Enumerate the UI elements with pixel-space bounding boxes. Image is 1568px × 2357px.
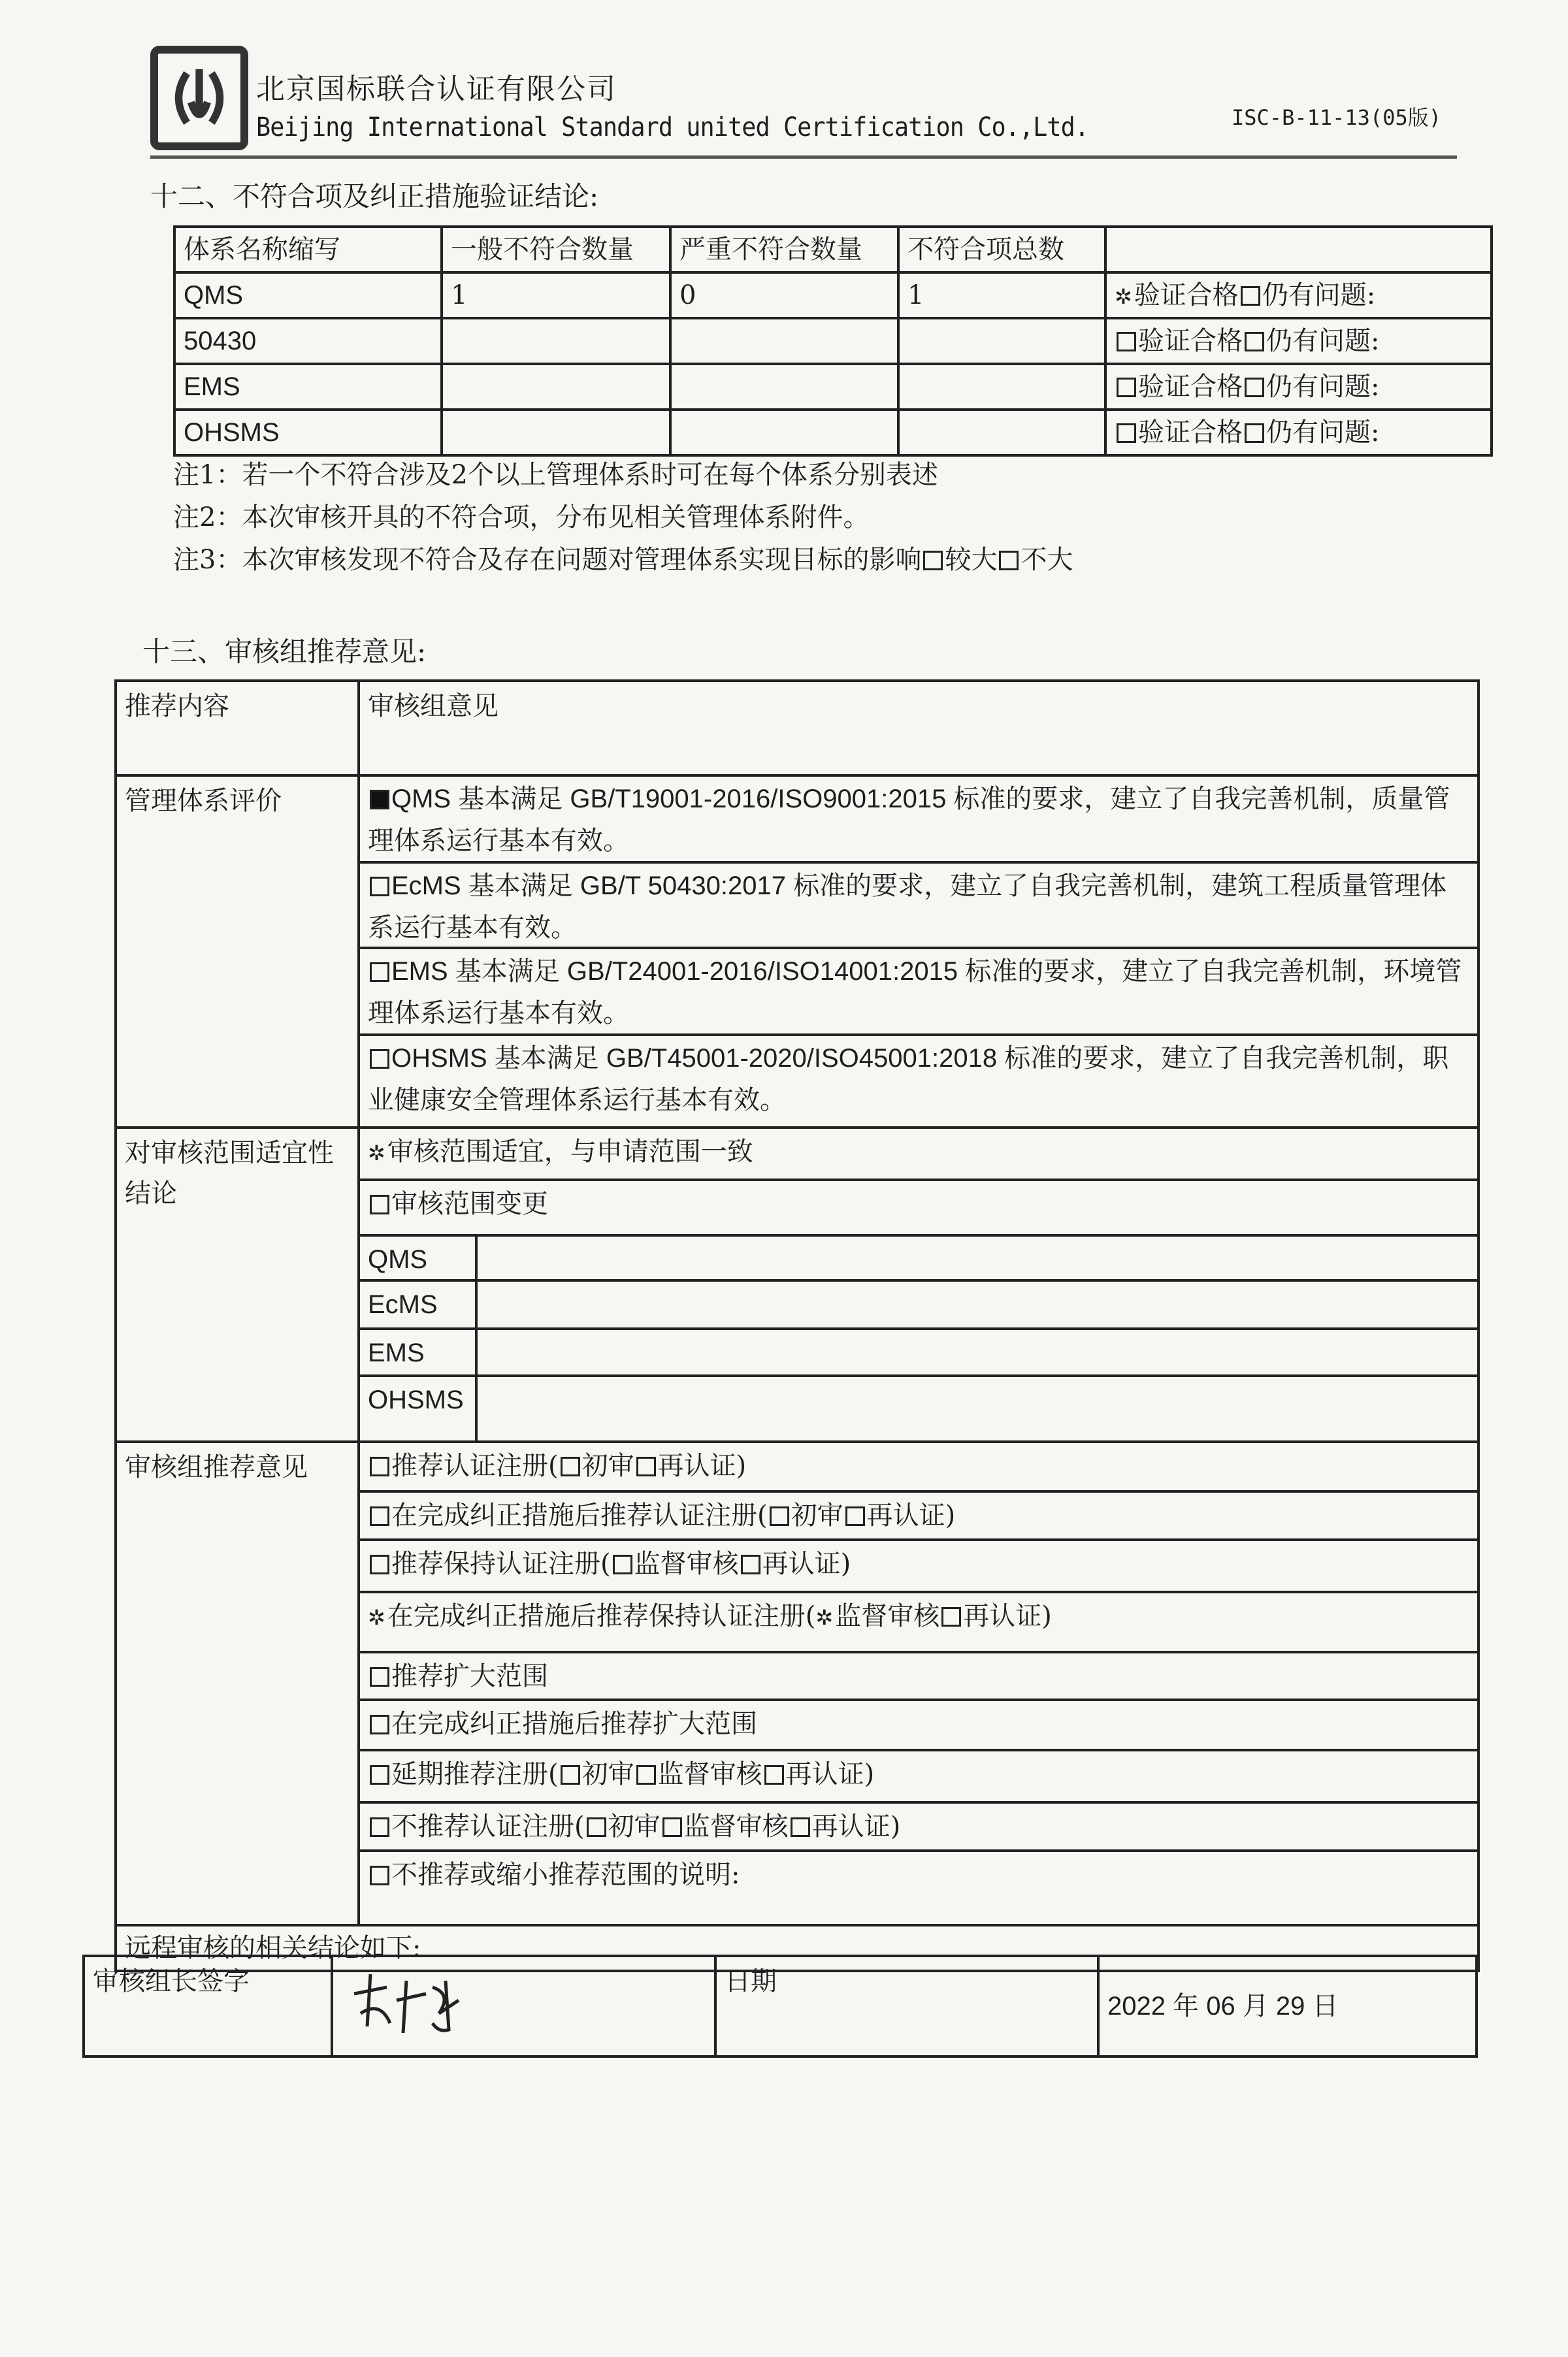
remote-conclusion: 远程审核的相关结论如下: — [116, 1925, 1478, 1971]
cell-total — [898, 318, 1105, 364]
scope-system-value[interactable] — [478, 1237, 1477, 1279]
note-3-text: 注3：本次审核发现不符合及存在问题对管理体系实现目标的影响 — [173, 545, 922, 575]
sub-option-label: 监督审核 — [634, 1549, 739, 1579]
nonconformity-table — [173, 225, 1493, 457]
verification-cell — [1105, 318, 1492, 364]
checkbox[interactable] — [370, 790, 389, 809]
date-value: 2022 年 06 月 29 日 — [1098, 1956, 1477, 2056]
scope-system-label: EcMS — [360, 1282, 478, 1327]
checkbox[interactable] — [764, 1765, 784, 1785]
option-label: 仍有问题: — [1266, 326, 1380, 356]
company-name-en: Beijing International Standard united Certification Co.,Ltd. — [256, 112, 1089, 142]
option-label: 仍有问题: — [1266, 417, 1380, 447]
checkbox[interactable] — [1117, 378, 1136, 397]
checkbox[interactable] — [845, 1506, 865, 1526]
sub-option-label: 初审 — [791, 1501, 843, 1531]
col-header — [1105, 227, 1492, 272]
cell-system: QMS — [174, 272, 442, 318]
recommendation-text: 推荐保持认证注册( — [391, 1549, 611, 1579]
checkbox[interactable] — [923, 551, 943, 570]
date-label: 日期 — [715, 1956, 1098, 2056]
checkbox — [370, 1195, 389, 1214]
header-row — [116, 681, 1478, 775]
mgmt-item-text: QMS 基本满足 GB/T19001-2016/ISO9001:2015 标准的要求，建立了自我完善机制，质量管理体系运行基本有效。 — [368, 785, 1450, 855]
sub-option-label: 监督审核 — [835, 1601, 940, 1631]
col-header: 严重不符合数量 — [670, 227, 898, 272]
leader-sign-label: 审核组长签字 — [84, 1956, 332, 2056]
note-2: 注2：本次审核开具的不符合项，分布见相关管理体系附件。 — [173, 502, 870, 532]
mgmt-item[interactable] — [360, 864, 1477, 949]
scope-system-label: OHSMS — [360, 1377, 478, 1440]
recommendation-item[interactable] — [360, 1443, 1477, 1493]
table-header-row — [174, 227, 1492, 272]
recommendation-item[interactable] — [360, 1541, 1477, 1593]
scope-system-value[interactable] — [478, 1377, 1477, 1440]
note-3 — [173, 539, 1073, 576]
cell-total: 1 — [898, 272, 1105, 318]
option-label: 不大 — [1021, 545, 1073, 575]
rec-label: 审核组推荐意见 — [116, 1442, 359, 1925]
checkbox[interactable] — [1245, 423, 1264, 443]
section-13-title: 十三、审核组推荐意见: — [142, 636, 427, 668]
handwritten-signature — [341, 1961, 485, 2040]
cell-serious — [670, 364, 898, 410]
table-row — [174, 318, 1492, 364]
scope-items — [359, 1128, 1478, 1442]
checkbox[interactable] — [1117, 332, 1136, 351]
checked-star-icon[interactable]: ✲ — [815, 1605, 834, 1630]
recommendation-item[interactable] — [360, 1804, 1477, 1852]
checkbox[interactable] — [999, 551, 1019, 570]
cell-general — [442, 364, 670, 410]
cell-serious — [670, 410, 898, 455]
option-label: 审核范围变更 — [391, 1189, 548, 1219]
recommendation-text: 不推荐或缩小推荐范围的说明: — [391, 1860, 740, 1890]
checkbox[interactable] — [370, 1866, 389, 1885]
mgmt-label: 管理体系评价 — [116, 775, 359, 1128]
col-header: 不符合项总数 — [898, 227, 1105, 272]
option-label: 验证合格 — [1138, 417, 1243, 447]
mgmt-item-text: EMS 基本满足 GB/T24001-2016/ISO14001:2015 标准的要求，建立了自我完善机制，环境管理体系运行基本有效。 — [368, 957, 1462, 1028]
checkbox[interactable] — [561, 1765, 580, 1785]
checkbox[interactable] — [1117, 423, 1136, 443]
col-header: 一般不符合数量 — [442, 227, 670, 272]
checkbox[interactable] — [636, 1765, 656, 1785]
cell-general — [442, 410, 670, 455]
checkbox[interactable] — [370, 1555, 389, 1574]
sub-option-label: 监督审核 — [657, 1759, 762, 1789]
recommendation-text: 在完成纠正措施后推荐认证注册( — [391, 1501, 768, 1531]
table-row — [174, 410, 1492, 455]
cell-general: 1 — [442, 272, 670, 318]
cell-total — [898, 410, 1105, 455]
cell-general — [442, 318, 670, 364]
recommendation-item[interactable] — [360, 1852, 1477, 1924]
col-header: 体系名称缩写 — [174, 227, 442, 272]
checkbox[interactable] — [370, 1817, 389, 1837]
cell-total — [898, 364, 1105, 410]
option-label: 验证合格 — [1138, 326, 1243, 356]
mgmt-item-text: OHSMS 基本满足 GB/T45001-2020/ISO45001:2018 标准的要求，建立了自我完善机制，职业健康安全管理体系运行基本有效。 — [368, 1044, 1449, 1114]
scope-row — [116, 1128, 1478, 1442]
recommendation-table — [114, 679, 1480, 1972]
scope-option-2[interactable] — [360, 1181, 1477, 1237]
checkbox[interactable] — [1245, 332, 1264, 351]
cell-serious: 0 — [670, 272, 898, 318]
option-label: 较大 — [945, 545, 998, 575]
header-divider — [150, 155, 1457, 159]
scope-system-row — [360, 1237, 1477, 1282]
checkbox[interactable] — [636, 1457, 656, 1476]
checkbox[interactable] — [941, 1607, 961, 1627]
recommendation-text: 在完成纠正措施后推荐保持认证注册( — [387, 1601, 816, 1631]
recommendation-text: 推荐认证注册( — [391, 1451, 559, 1481]
checked-star-icon[interactable]: ✲ — [368, 1605, 385, 1630]
sub-option-label: 初审 — [581, 1451, 634, 1481]
sub-option-label: 再认证) — [762, 1549, 851, 1579]
checkbox[interactable] — [370, 1506, 389, 1526]
option-label: 仍有问题: — [1266, 372, 1380, 402]
company-logo — [150, 46, 248, 150]
cell-system: OHSMS — [174, 410, 442, 455]
mgmt-items — [359, 775, 1478, 1128]
checkbox[interactable] — [613, 1555, 632, 1574]
recommendation-item[interactable] — [360, 1701, 1477, 1751]
note-1: 注1：若一个不符合涉及2个以上管理体系时可在每个体系分别表述 — [173, 460, 938, 490]
checkbox[interactable] — [370, 877, 389, 896]
mgmt-item[interactable] — [360, 777, 1477, 864]
checkbox[interactable] — [561, 1457, 580, 1476]
checkbox[interactable] — [370, 1667, 389, 1687]
rec-items — [359, 1442, 1478, 1925]
checkbox[interactable] — [370, 1715, 389, 1734]
checkbox[interactable] — [370, 1049, 389, 1069]
recommendation-text: 推荐扩大范围 — [391, 1661, 548, 1691]
checkbox[interactable] — [370, 962, 389, 982]
scope-system-label: EMS — [360, 1330, 478, 1374]
sub-option-label: 再认证) — [811, 1812, 901, 1842]
head-left: 推荐内容 — [116, 681, 359, 775]
sub-option-label: 初审 — [608, 1812, 661, 1842]
scope-system-row — [360, 1282, 1477, 1330]
company-name-cn: 北京国标联合认证有限公司 — [256, 73, 617, 106]
option-label: 验证合格 — [1134, 280, 1239, 310]
checkbox[interactable] — [791, 1817, 810, 1837]
signature-table — [82, 1955, 1478, 2058]
mgmt-item-text: EcMS 基本满足 GB/T 50430:2017 标准的要求，建立了自我完善机制，建筑工程质量管理体系运行基本有效。 — [368, 871, 1447, 942]
mgmt-item[interactable] — [360, 949, 1477, 1036]
rec-row — [116, 1442, 1478, 1925]
scope-label: 对审核范围适宜性结论 — [116, 1128, 359, 1442]
scope-system-label: QMS — [360, 1237, 478, 1279]
option-label: 审核范围适宜，与申请范围一致 — [387, 1137, 753, 1167]
scope-option-1[interactable] — [360, 1129, 1477, 1181]
recommendation-item[interactable] — [360, 1751, 1477, 1804]
verification-cell — [1105, 272, 1492, 318]
cell-system: 50430 — [174, 318, 442, 364]
recommendation-item[interactable] — [360, 1653, 1477, 1701]
mgmt-item[interactable] — [360, 1036, 1477, 1126]
checkbox[interactable] — [1241, 286, 1260, 306]
verification-cell — [1105, 410, 1492, 455]
checked-star-icon[interactable]: ✲ — [1115, 284, 1132, 309]
recommendation-text: 不推荐认证注册( — [391, 1812, 585, 1842]
checkbox[interactable] — [662, 1817, 682, 1837]
recommendation-item[interactable] — [360, 1593, 1477, 1653]
recommendation-item[interactable] — [360, 1493, 1477, 1541]
table-row — [174, 364, 1492, 410]
checked-star-icon: ✲ — [368, 1141, 385, 1165]
mgmt-row — [116, 775, 1478, 1128]
checkbox[interactable] — [587, 1817, 606, 1837]
checkbox[interactable] — [370, 1457, 389, 1476]
sub-option-label: 再认证) — [785, 1759, 875, 1789]
scope-system-row — [360, 1377, 1477, 1440]
cell-system: EMS — [174, 364, 442, 410]
sub-option-label: 监督审核 — [683, 1812, 789, 1842]
checkbox[interactable] — [770, 1506, 789, 1526]
checkbox[interactable] — [741, 1555, 760, 1574]
form-code: ISC-B-11-13(05版) — [1232, 105, 1441, 130]
table-row — [174, 272, 1492, 318]
checkbox[interactable] — [1245, 378, 1264, 397]
sub-option-label: 再认证) — [963, 1601, 1052, 1631]
checkbox[interactable] — [370, 1765, 389, 1785]
option-label: 仍有问题: — [1262, 280, 1376, 310]
scope-system-value[interactable] — [478, 1282, 1477, 1327]
recommendation-text: 在完成纠正措施后推荐扩大范围 — [391, 1709, 757, 1739]
sub-option-label: 再认证) — [657, 1451, 747, 1481]
sub-option-label: 再认证) — [866, 1501, 956, 1531]
scope-system-value[interactable] — [478, 1330, 1477, 1374]
option-label: 验证合格 — [1138, 372, 1243, 402]
sub-option-label: 初审 — [581, 1759, 634, 1789]
head-right: 审核组意见 — [359, 681, 1478, 775]
scope-system-row — [360, 1330, 1477, 1377]
verification-cell — [1105, 364, 1492, 410]
section-12-title: 十二、不符合项及纠正措施验证结论: — [150, 180, 599, 212]
recommendation-text: 延期推荐注册( — [391, 1759, 559, 1789]
cell-serious — [670, 318, 898, 364]
leader-signature — [332, 1956, 715, 2056]
